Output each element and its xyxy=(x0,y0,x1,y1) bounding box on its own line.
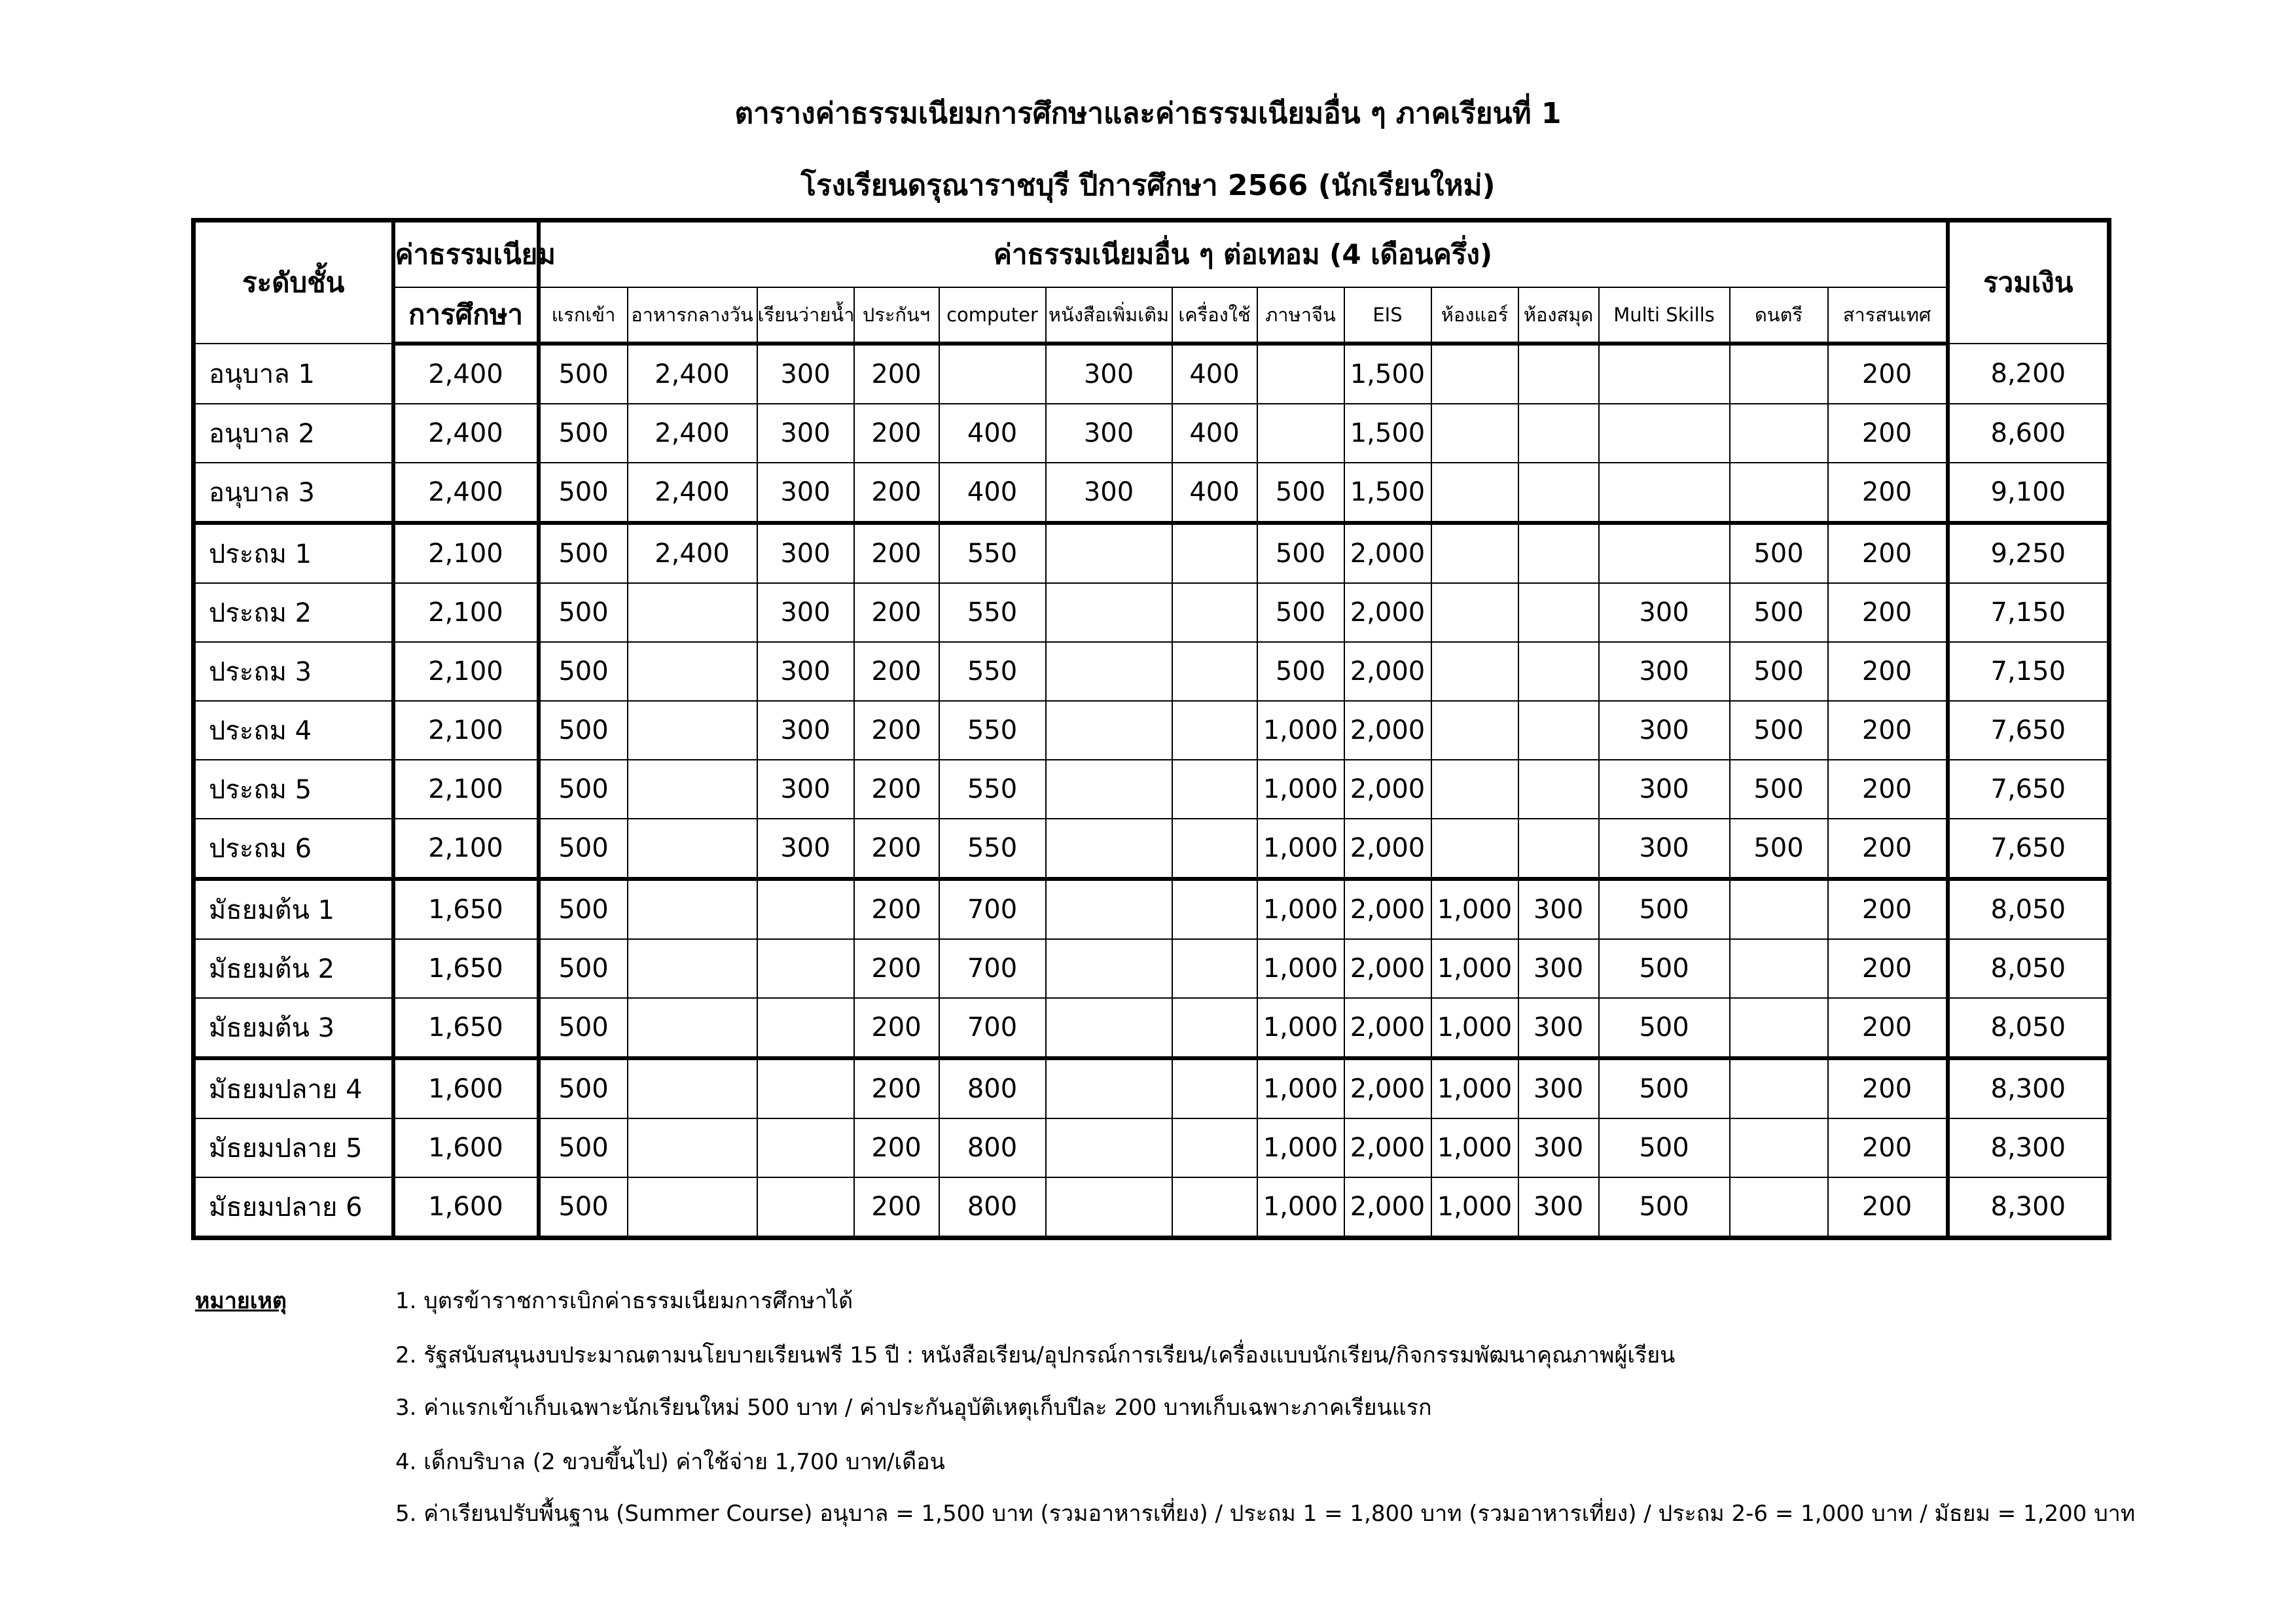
fee-cell xyxy=(1046,1118,1172,1177)
fee-cell xyxy=(1046,998,1172,1058)
fee-table-body xyxy=(194,344,2109,1238)
fee-cell: 2,000 xyxy=(1344,642,1431,701)
fee-cell xyxy=(628,701,757,760)
fee-cell: 500 xyxy=(1730,760,1828,819)
fee-cell: 2,000 xyxy=(1344,760,1431,819)
fee-cell: 300 xyxy=(1046,344,1172,404)
fee-cell xyxy=(757,998,854,1058)
fee-cell xyxy=(757,1177,854,1238)
subheader-cell: ภาษาจีน xyxy=(1257,287,1344,344)
fee-cell: 500 xyxy=(1599,998,1730,1058)
other-fees-group-header: ค่าธรรมเนียมอื่น ๆ ต่อเทอม (4 เดือนครึ่ง) xyxy=(539,221,1948,288)
fee-cell: 2,400 xyxy=(628,404,757,463)
fee-cell: 1,000 xyxy=(1431,998,1518,1058)
level-cell: อนุบาล 1 xyxy=(194,344,393,404)
fee-cell xyxy=(939,344,1046,404)
fee-cell xyxy=(1172,1177,1257,1238)
fee-cell: 500 xyxy=(1599,879,1730,939)
page-subtitle: โรงเรียนดรุณาราชบุรี ปีการศึกษา 2566 (นักเรียนใหม่) xyxy=(800,169,1496,202)
tuition-cell: 2,400 xyxy=(393,404,539,463)
fee-cell xyxy=(1046,583,1172,642)
fee-cell: 500 xyxy=(1730,642,1828,701)
fee-cell xyxy=(1046,642,1172,701)
fee-cell: 1,000 xyxy=(1431,1058,1518,1118)
fee-cell: 500 xyxy=(539,523,628,583)
fee-cell: 500 xyxy=(539,1058,628,1118)
fee-cell: 2,400 xyxy=(628,523,757,583)
subheader-cell: หนังสือเพิ่มเติม xyxy=(1046,287,1172,344)
fee-cell xyxy=(1599,523,1730,583)
fee-cell xyxy=(1046,760,1172,819)
fee-cell: 1,500 xyxy=(1344,404,1431,463)
total-cell: 8,050 xyxy=(1948,879,2109,939)
fee-cell xyxy=(1172,701,1257,760)
table-row xyxy=(194,583,2109,642)
fee-cell xyxy=(1518,760,1599,819)
fee-cell: 2,000 xyxy=(1344,523,1431,583)
fee-cell xyxy=(1599,463,1730,523)
fee-cell xyxy=(1730,1177,1828,1238)
fee-cell: 300 xyxy=(1518,998,1599,1058)
level-cell: มัธยมต้น 3 xyxy=(194,998,393,1058)
fee-cell: 2,000 xyxy=(1344,819,1431,879)
fee-cell xyxy=(1257,404,1344,463)
fee-cell: 200 xyxy=(854,998,939,1058)
fee-cell xyxy=(1046,1177,1172,1238)
fee-cell: 2,000 xyxy=(1344,1118,1431,1177)
total-cell: 9,250 xyxy=(1948,523,2109,583)
fee-cell: 300 xyxy=(1518,1177,1599,1238)
fee-cell: 200 xyxy=(1828,701,1948,760)
fee-cell: 2,000 xyxy=(1344,879,1431,939)
fee-cell: 700 xyxy=(939,998,1046,1058)
fee-cell: 500 xyxy=(539,819,628,879)
fee-cell xyxy=(1046,879,1172,939)
subheader-cell: ดนตรี xyxy=(1730,287,1828,344)
total-cell: 8,300 xyxy=(1948,1177,2109,1238)
fee-cell: 1,000 xyxy=(1257,939,1344,998)
fee-cell: 200 xyxy=(854,642,939,701)
fee-cell xyxy=(1172,583,1257,642)
tuition-cell: 2,100 xyxy=(393,701,539,760)
fee-cell: 400 xyxy=(1172,344,1257,404)
subheader-cell: ห้องแอร์ xyxy=(1431,287,1518,344)
fee-cell: 200 xyxy=(854,701,939,760)
subheader-cell: สารสนเทศ xyxy=(1828,287,1948,344)
note-item: 4. เด็กบริบาล (2 ขวบขึ้นไป) ค่าใช้จ่าย 1,700 บาท/เดือน xyxy=(395,1449,945,1475)
fee-cell: 300 xyxy=(1599,642,1730,701)
table-row xyxy=(194,819,2109,879)
fee-cell: 200 xyxy=(1828,819,1948,879)
fee-cell: 200 xyxy=(1828,939,1948,998)
fee-cell xyxy=(1518,463,1599,523)
fee-cell: 500 xyxy=(1257,642,1344,701)
fee-cell: 300 xyxy=(1599,760,1730,819)
fee-cell xyxy=(628,998,757,1058)
fee-cell: 500 xyxy=(1599,1118,1730,1177)
table-row xyxy=(194,523,2109,583)
fee-cell: 300 xyxy=(1599,583,1730,642)
total-cell: 8,200 xyxy=(1948,344,2109,404)
fee-cell xyxy=(757,879,854,939)
level-cell: ประถม 5 xyxy=(194,760,393,819)
table-row xyxy=(194,404,2109,463)
fee-cell: 300 xyxy=(1518,939,1599,998)
tuition-cell: 1,600 xyxy=(393,1177,539,1238)
fee-cell xyxy=(1730,1058,1828,1118)
level-cell: ประถม 1 xyxy=(194,523,393,583)
fee-cell: 1,500 xyxy=(1344,463,1431,523)
subheader-cell: ห้องสมุด xyxy=(1518,287,1599,344)
tuition-cell: 2,100 xyxy=(393,523,539,583)
tuition-column-header-top: ค่าธรรมเนียม xyxy=(393,221,539,288)
table-row xyxy=(194,701,2109,760)
fee-cell xyxy=(1518,344,1599,404)
fee-cell xyxy=(1172,1058,1257,1118)
fee-cell: 700 xyxy=(939,939,1046,998)
fee-cell: 1,000 xyxy=(1257,998,1344,1058)
fee-cell: 200 xyxy=(854,463,939,523)
table-row xyxy=(194,760,2109,819)
fee-cell xyxy=(1431,642,1518,701)
fee-cell: 200 xyxy=(1828,760,1948,819)
fee-cell: 300 xyxy=(757,760,854,819)
fee-cell: 1,000 xyxy=(1257,1177,1344,1238)
level-cell: อนุบาล 2 xyxy=(194,404,393,463)
fee-cell xyxy=(1172,760,1257,819)
fee-cell: 500 xyxy=(539,463,628,523)
fee-cell xyxy=(1518,404,1599,463)
fee-cell xyxy=(1172,998,1257,1058)
fee-cell xyxy=(1431,701,1518,760)
fee-cell: 200 xyxy=(854,344,939,404)
fee-cell: 200 xyxy=(1828,642,1948,701)
fee-cell: 1,000 xyxy=(1257,879,1344,939)
fee-cell: 200 xyxy=(854,939,939,998)
fee-cell xyxy=(1431,344,1518,404)
fee-cell: 800 xyxy=(939,1177,1046,1238)
table-row xyxy=(194,879,2109,939)
fee-cell xyxy=(1730,1118,1828,1177)
level-cell: มัธยมต้น 2 xyxy=(194,939,393,998)
fee-cell: 400 xyxy=(1172,404,1257,463)
total-cell: 7,150 xyxy=(1948,583,2109,642)
notes-label: หมายเหตุ xyxy=(195,1288,287,1314)
fee-cell: 500 xyxy=(1730,701,1828,760)
fee-cell: 2,000 xyxy=(1344,1058,1431,1118)
fee-cell: 200 xyxy=(1828,1058,1948,1118)
fee-cell: 500 xyxy=(1257,583,1344,642)
fee-cell xyxy=(1730,879,1828,939)
level-cell: มัธยมปลาย 6 xyxy=(194,1177,393,1238)
fee-cell: 300 xyxy=(757,642,854,701)
total-column-header: รวมเงิน xyxy=(1948,221,2109,344)
fee-cell: 200 xyxy=(1828,1118,1948,1177)
fee-cell xyxy=(1046,939,1172,998)
fee-cell: 400 xyxy=(1172,463,1257,523)
fee-cell: 500 xyxy=(1257,523,1344,583)
fee-cell: 300 xyxy=(1046,463,1172,523)
table-row xyxy=(194,1058,2109,1118)
fee-cell xyxy=(1730,998,1828,1058)
fee-cell: 550 xyxy=(939,701,1046,760)
subheader-cell: เครื่องใช้ xyxy=(1172,287,1257,344)
fee-cell: 500 xyxy=(539,583,628,642)
fee-cell xyxy=(1431,760,1518,819)
total-cell: 9,100 xyxy=(1948,463,2109,523)
fee-cell: 200 xyxy=(854,1058,939,1118)
fee-cell: 300 xyxy=(1046,404,1172,463)
fee-cell xyxy=(628,879,757,939)
fee-cell: 200 xyxy=(854,1118,939,1177)
total-cell: 7,150 xyxy=(1948,642,2109,701)
tuition-cell: 2,100 xyxy=(393,760,539,819)
fee-cell xyxy=(1046,701,1172,760)
total-cell: 8,300 xyxy=(1948,1118,2109,1177)
fee-cell xyxy=(1730,344,1828,404)
fee-cell xyxy=(1431,463,1518,523)
subheader-cell: เรียนว่ายน้ำ xyxy=(757,287,854,344)
tuition-cell: 2,400 xyxy=(393,463,539,523)
subheader-cell: ประกันฯ xyxy=(854,287,939,344)
fee-cell: 300 xyxy=(757,701,854,760)
fee-cell: 2,400 xyxy=(628,344,757,404)
fee-cell: 1,000 xyxy=(1257,760,1344,819)
tuition-cell: 1,650 xyxy=(393,939,539,998)
table-row xyxy=(194,463,2109,523)
table-row xyxy=(194,939,2109,998)
fee-cell: 200 xyxy=(1828,879,1948,939)
total-cell: 7,650 xyxy=(1948,701,2109,760)
fee-cell: 800 xyxy=(939,1058,1046,1118)
table-row xyxy=(194,1118,2109,1177)
fee-cell: 200 xyxy=(854,1177,939,1238)
fee-cell: 300 xyxy=(1518,1058,1599,1118)
note-item: 1. บุตรข้าราชการเบิกค่าธรรมเนียมการศึกษาได้ xyxy=(395,1288,853,1314)
fee-cell: 200 xyxy=(1828,1177,1948,1238)
fee-cell: 2,000 xyxy=(1344,939,1431,998)
level-cell: มัธยมปลาย 4 xyxy=(194,1058,393,1118)
fee-cell: 500 xyxy=(539,879,628,939)
tuition-cell: 1,650 xyxy=(393,998,539,1058)
subheader-cell: อาหารกลางวัน xyxy=(628,287,757,344)
fee-cell xyxy=(757,1058,854,1118)
fee-cell xyxy=(1172,1118,1257,1177)
level-column-header: ระดับชั้น xyxy=(194,221,393,344)
total-cell: 7,650 xyxy=(1948,760,2109,819)
level-cell: มัธยมปลาย 5 xyxy=(194,1118,393,1177)
fee-cell xyxy=(628,583,757,642)
subheader-cell: Multi Skills xyxy=(1599,287,1730,344)
fee-cell xyxy=(628,642,757,701)
fee-cell: 2,400 xyxy=(628,463,757,523)
fee-cell: 400 xyxy=(939,404,1046,463)
fee-cell xyxy=(628,1177,757,1238)
fee-cell: 500 xyxy=(1599,1177,1730,1238)
fee-cell xyxy=(757,939,854,998)
tuition-cell: 2,400 xyxy=(393,344,539,404)
fee-cell: 200 xyxy=(1828,344,1948,404)
fee-cell: 300 xyxy=(757,523,854,583)
fee-cell: 200 xyxy=(1828,998,1948,1058)
fee-cell xyxy=(1730,939,1828,998)
fee-cell: 300 xyxy=(757,344,854,404)
fee-cell xyxy=(1599,404,1730,463)
fee-cell xyxy=(1431,523,1518,583)
fee-cell xyxy=(1518,583,1599,642)
fee-cell xyxy=(628,760,757,819)
fee-cell: 200 xyxy=(1828,523,1948,583)
note-item: 5. ค่าเรียนปรับพื้นฐาน (Summer Course) อนุบาล = 1,500 บาท (รวมอาหารเที่ยง) / ประถม 1 = 1,800 บาท (รวมอาหารเที่ยง) / ประถม 2-6 = 1,000 บาท / มัธยม = 1,200 บาท xyxy=(395,1501,2136,1527)
subheader-cell: computer xyxy=(939,287,1046,344)
fee-cell: 2,000 xyxy=(1344,998,1431,1058)
fee-cell: 200 xyxy=(854,404,939,463)
fee-cell xyxy=(1046,1058,1172,1118)
level-cell: ประถม 4 xyxy=(194,701,393,760)
fee-cell: 300 xyxy=(757,819,854,879)
fee-cell: 500 xyxy=(539,1118,628,1177)
fee-cell xyxy=(628,1058,757,1118)
level-cell: ประถม 6 xyxy=(194,819,393,879)
fee-table xyxy=(191,218,2111,1240)
fee-cell: 1,000 xyxy=(1257,819,1344,879)
fee-cell xyxy=(1518,819,1599,879)
fee-cell xyxy=(1172,939,1257,998)
fee-cell xyxy=(1046,819,1172,879)
tuition-cell: 2,100 xyxy=(393,583,539,642)
fee-cell: 500 xyxy=(1599,939,1730,998)
fee-cell xyxy=(1599,344,1730,404)
fee-cell: 500 xyxy=(1257,463,1344,523)
total-cell: 8,300 xyxy=(1948,1058,2109,1118)
fee-cell: 500 xyxy=(539,344,628,404)
fee-cell: 300 xyxy=(1518,879,1599,939)
level-cell: ประถม 2 xyxy=(194,583,393,642)
fee-cell: 500 xyxy=(1730,523,1828,583)
fee-cell: 300 xyxy=(757,463,854,523)
fee-cell xyxy=(1172,523,1257,583)
fee-cell: 500 xyxy=(1730,819,1828,879)
fee-cell: 300 xyxy=(757,583,854,642)
fee-cell: 550 xyxy=(939,583,1046,642)
fee-cell: 200 xyxy=(1828,463,1948,523)
fee-cell: 550 xyxy=(939,523,1046,583)
fee-cell xyxy=(1046,523,1172,583)
fee-cell: 500 xyxy=(539,642,628,701)
subheader-cell: แรกเข้า xyxy=(539,287,628,344)
fee-cell: 500 xyxy=(1730,583,1828,642)
fee-cell: 300 xyxy=(757,404,854,463)
fee-cell: 400 xyxy=(939,463,1046,523)
fee-cell: 200 xyxy=(854,819,939,879)
fee-cell: 1,000 xyxy=(1431,1118,1518,1177)
table-row xyxy=(194,642,2109,701)
fee-cell: 1,000 xyxy=(1257,1058,1344,1118)
fee-cell: 200 xyxy=(854,523,939,583)
fee-cell xyxy=(1730,404,1828,463)
page-title: ตารางค่าธรรมเนียมการศึกษาและค่าธรรมเนียมอื่น ๆ ภาคเรียนที่ 1 xyxy=(734,97,1562,130)
fee-cell: 200 xyxy=(854,583,939,642)
fee-cell: 1,000 xyxy=(1431,939,1518,998)
fee-cell: 500 xyxy=(539,701,628,760)
note-item: 3. ค่าแรกเข้าเก็บเฉพาะนักเรียนใหม่ 500 บาท / ค่าประกันอุบัติเหตุเก็บปีละ 200 บาทเก็บเฉพาะภาคเรียนแรก xyxy=(395,1395,1432,1421)
fee-cell xyxy=(1518,701,1599,760)
tuition-cell: 1,600 xyxy=(393,1058,539,1118)
fee-cell: 500 xyxy=(539,1177,628,1238)
fee-cell xyxy=(628,819,757,879)
fee-cell: 200 xyxy=(854,760,939,819)
total-cell: 8,050 xyxy=(1948,939,2109,998)
fee-cell xyxy=(757,1118,854,1177)
fee-cell: 2,000 xyxy=(1344,701,1431,760)
fee-cell: 550 xyxy=(939,760,1046,819)
fee-cell: 550 xyxy=(939,642,1046,701)
fee-cell: 2,000 xyxy=(1344,1177,1431,1238)
fee-cell: 200 xyxy=(1828,404,1948,463)
fee-cell: 200 xyxy=(1828,583,1948,642)
fee-cell: 500 xyxy=(539,939,628,998)
fee-cell: 300 xyxy=(1599,701,1730,760)
tuition-cell: 2,100 xyxy=(393,819,539,879)
fee-cell: 1,000 xyxy=(1431,1177,1518,1238)
fee-cell: 300 xyxy=(1599,819,1730,879)
table-row xyxy=(194,344,2109,404)
fee-cell xyxy=(1518,523,1599,583)
fee-cell xyxy=(1431,404,1518,463)
fee-cell: 500 xyxy=(539,404,628,463)
fee-cell: 1,000 xyxy=(1257,701,1344,760)
tuition-cell: 1,650 xyxy=(393,879,539,939)
level-cell: มัธยมต้น 1 xyxy=(194,879,393,939)
fee-cell: 700 xyxy=(939,879,1046,939)
fee-cell xyxy=(1172,879,1257,939)
fee-cell xyxy=(628,1118,757,1177)
total-cell: 7,650 xyxy=(1948,819,2109,879)
fee-cell: 200 xyxy=(854,879,939,939)
fee-cell: 500 xyxy=(539,998,628,1058)
fee-cell xyxy=(1172,819,1257,879)
fee-cell xyxy=(1431,583,1518,642)
subheader-cell: EIS xyxy=(1344,287,1431,344)
fee-cell: 1,000 xyxy=(1257,1118,1344,1177)
fee-cell xyxy=(1431,819,1518,879)
tuition-column-header-bottom: การศึกษา xyxy=(393,287,539,344)
note-item: 2. รัฐสนับสนุนงบประมาณตามนโยบายเรียนฟรี 15 ปี : หนังสือเรียน/อุปกรณ์การเรียน/เครื่องแบบนักเรียน/กิจกรรมพัฒนาคุณภาพผู้เรียน xyxy=(395,1342,1676,1368)
fee-cell: 800 xyxy=(939,1118,1046,1177)
level-cell: ประถม 3 xyxy=(194,642,393,701)
fee-cell: 500 xyxy=(1599,1058,1730,1118)
fee-cell: 1,000 xyxy=(1431,879,1518,939)
fee-cell: 1,500 xyxy=(1344,344,1431,404)
fee-cell: 300 xyxy=(1518,1118,1599,1177)
fee-cell xyxy=(628,939,757,998)
fee-cell xyxy=(1730,463,1828,523)
tuition-cell: 2,100 xyxy=(393,642,539,701)
fee-cell: 500 xyxy=(539,760,628,819)
fee-cell xyxy=(1518,642,1599,701)
fee-cell: 550 xyxy=(939,819,1046,879)
fee-cell xyxy=(1257,344,1344,404)
fee-cell: 2,000 xyxy=(1344,583,1431,642)
level-cell: อนุบาล 3 xyxy=(194,463,393,523)
table-row xyxy=(194,1177,2109,1238)
tuition-cell: 1,600 xyxy=(393,1118,539,1177)
fee-cell xyxy=(1172,642,1257,701)
total-cell: 8,600 xyxy=(1948,404,2109,463)
table-row xyxy=(194,998,2109,1058)
total-cell: 8,050 xyxy=(1948,998,2109,1058)
